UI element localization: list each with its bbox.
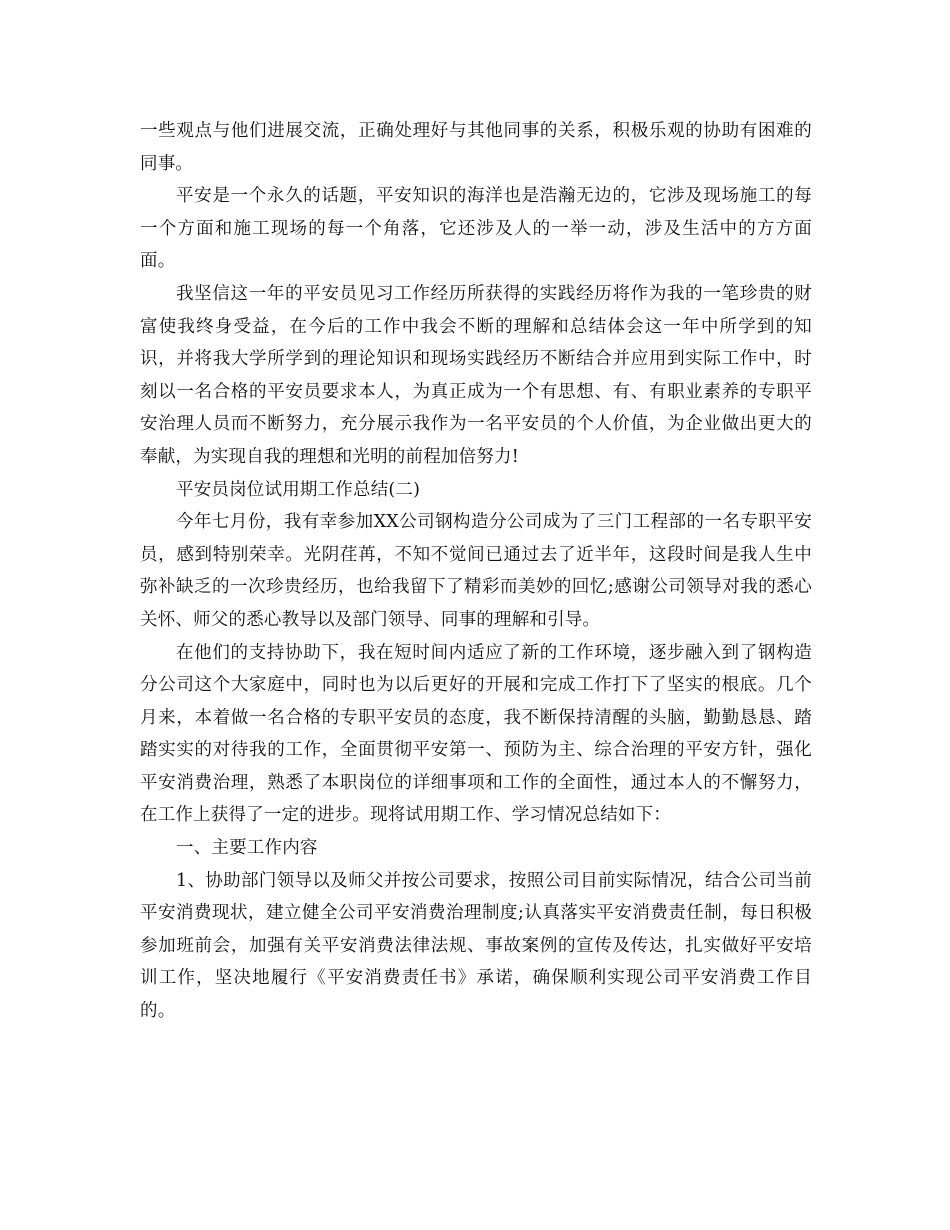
section-heading-2: 平安员岗位试用期工作总结(二) [176,479,421,500]
paragraph-6: 1、协助部门领导以及师父并按公司要求，按照公司目前实际情况，结合公司当前平安消费现状，建立健全公司平安消费治理制度;认真落实平安消费责任制，每日积极参加班前会，加强有关平安消费法律法规、事故案例的宣传及传达，扎实做好平安培训工作，坚决地履行《平安消费责任书》承诺，确保顺利实现公司平安消费工作目的。 [140,870,812,1022]
document-page [140,115,812,1028]
paragraph-2: 平安是一个永久的话题，平安知识的海洋也是浩瀚无边的，它涉及现场施工的每一个方面和施工现场的每一个角落，它还涉及人的一举一动，涉及生活中的方方面面。 [140,186,812,272]
paragraph-5: 在他们的支持协助下，我在短时间内适应了新的工作环境，逐步融入到了钢构造分公司这个大家庭中，同时也为以后更好的开展和完成工作打下了坚实的根底。几个月来，本着做一名合格的专职平安员的态度，我不断保持清醒的头脑，勤勤恳恳、踏踏实实的对待我的工作，全面贯彻平安第一、预防为主、综合治理的平安方针，强化平安消费治理，熟悉了本职岗位的详细事项和工作的全面性，通过本人的不懈努力，在工作上获得了一定的进步。现将试用期工作、学习情况总结如下： [140,642,812,826]
paragraph-3: 我坚信这一年的平安员见习工作经历所获得的实践经历将作为我的一笔珍贵的财富使我终身受益，在今后的工作中我会不断的理解和总结体会这一年中所学到的知识，并将我大学所学到的理论知识和现场实践经历不断结合并应用到实际工作中，时刻以一名合格的平安员要求本人，为真正成为一个有思想、有、有职业素养的专职平安治理人员而不断努力，充分展示我作为一名平安员的个人价值，为企业做出更大的奉献，为实现自我的理想和光明的前程加倍努力! [140,283,812,467]
subheading-main-work: 一、主要工作内容 [176,838,318,859]
paragraph-1: 一些观点与他们进展交流，正确处理好与其他同事的关系，积极乐观的协助有困难的同事。 [140,121,812,174]
paragraph-4: 今年七月份，我有幸参加XX公司钢构造分公司成为了三门工程部的一名专职平安员，感到特别荣幸。光阴荏苒，不知不觉间已通过去了近半年，这段时间是我人生中弥补缺乏的一次珍贵经历，也给我留下了精彩而美妙的回忆;感谢公司领导对我的悉心关怀、师父的悉心教导以及部门领导、同事的理解和引导。 [140,512,812,630]
